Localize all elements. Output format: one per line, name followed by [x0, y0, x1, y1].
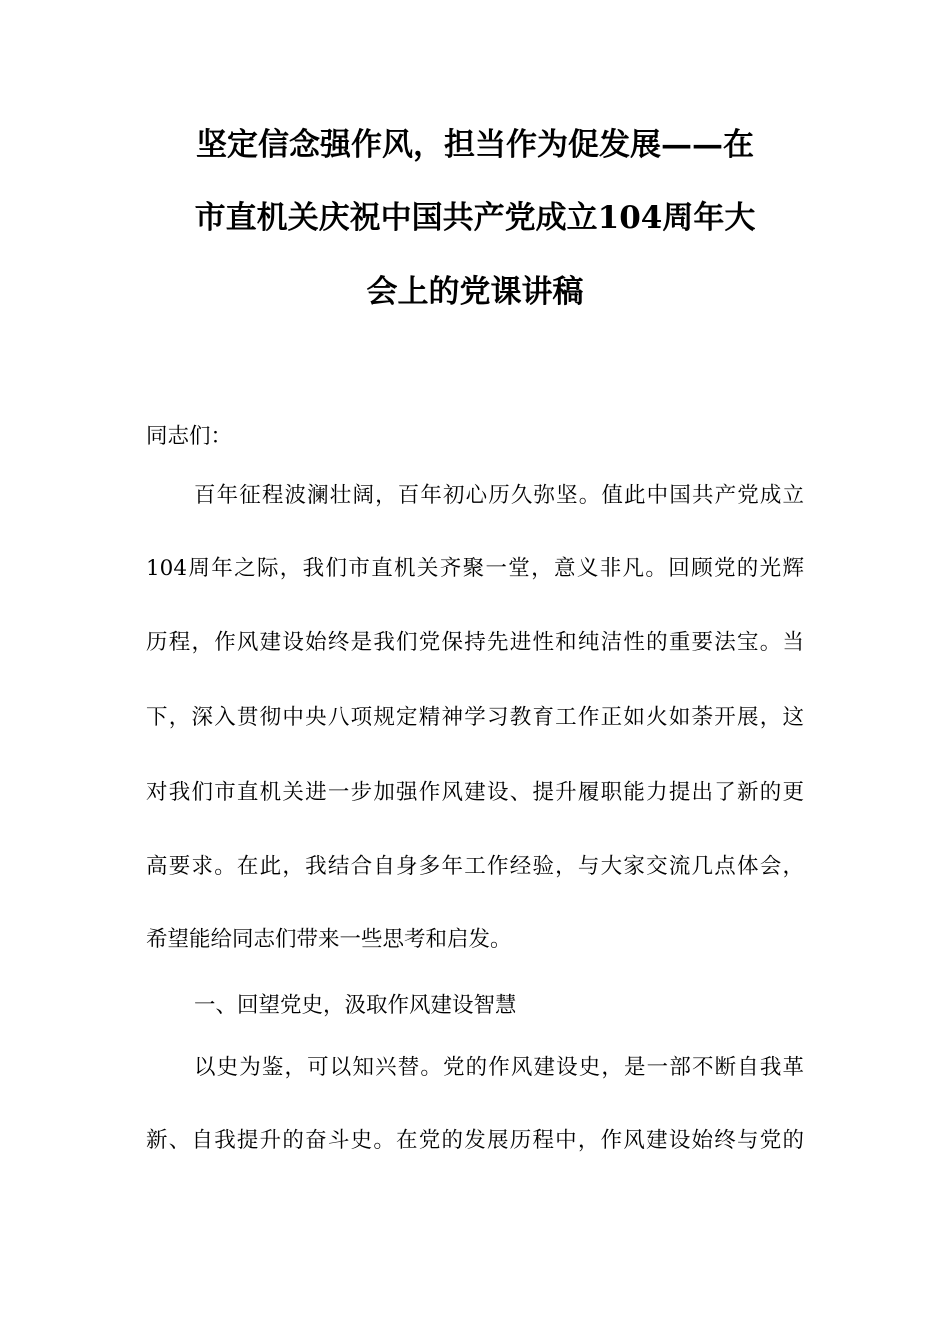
paragraph-line: 新、自我提升的奋斗史。在党的发展历程中，作风建设始终与党的 — [146, 1128, 804, 1153]
title-line-2: 市直机关庆祝中国共产党成立104周年大 — [194, 200, 756, 236]
paragraph-line: 高要求。在此，我结合自身多年工作经验，与大家交流几点体会， — [146, 854, 804, 879]
paragraph-line: 百年征程波澜壮阔，百年初心历久弥坚。值此中国共产党成立 — [194, 483, 804, 508]
title-line-1: 坚定信念强作风，担当作为促发展——在 — [196, 127, 754, 163]
salutation: 同志们： — [146, 424, 233, 449]
paragraph-line: 历程，作风建设始终是我们党保持先进性和纯洁性的重要法宝。当 — [146, 630, 804, 655]
paragraph-line: 对我们市直机关进一步加强作风建设、提升履职能力提出了新的更 — [146, 780, 804, 805]
paragraph-line: 希望能给同志们带来一些思考和启发。 — [146, 927, 512, 952]
paragraph-line: 以史为鉴，可以知兴替。党的作风建设史，是一部不断自我革 — [194, 1055, 804, 1080]
title-line-3: 会上的党课讲稿 — [366, 274, 584, 310]
paragraph-line: 104周年之际，我们市直机关齐聚一堂，意义非凡。回顾党的光辉 — [146, 556, 804, 581]
section-heading: 一、回望党史，汲取作风建设智慧 — [194, 993, 517, 1018]
paragraph-line: 下，深入贯彻中央八项规定精神学习教育工作正如火如荼开展，这 — [146, 705, 804, 730]
